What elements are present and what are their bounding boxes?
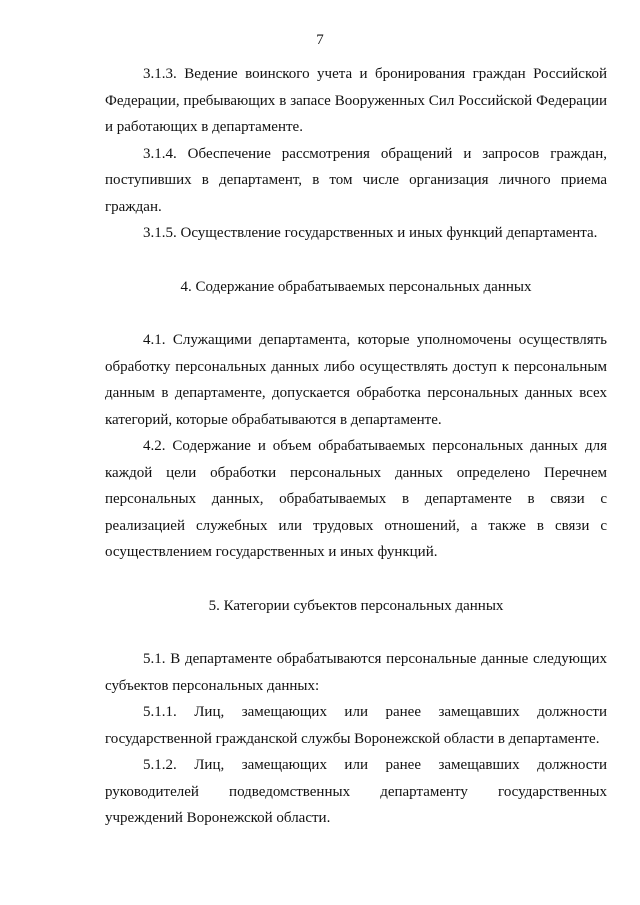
document-body xyxy=(105,61,607,832)
paragraph-5-1-1: 5.1.1. Лиц, замещающих или ранее замещавших должности государственной гражданской службы Воронежской области в департаменте. xyxy=(105,704,607,747)
section-4-heading: 4. Содержание обрабатываемых персональных данных xyxy=(180,278,532,295)
paragraph-5-1-2: 5.1.2. Лиц, замещающих или ранее замещавших должности руководителей подведомственных департаменту государственных учреждений Воронежской области. xyxy=(105,757,607,826)
section-5-heading: 5. Категории субъектов персональных данных xyxy=(208,597,504,614)
paragraph-3-1-3: 3.1.3. Ведение воинского учета и бронирования граждан Российской Федерации, пребывающих в запасе Вооруженных Сил Российской Федерации и работающих в департаменте. xyxy=(105,66,607,135)
paragraph-4-2: 4.2. Содержание и объем обрабатываемых персональных данных для каждой цели обработки персональных данных определено Перечнем персональных данных, обрабатываемых в департаменте в связи с реализацией служебных или трудовых отношений, а также в связи с осуществлением государственных и иных функций. xyxy=(105,438,607,560)
paragraph-3-1-4: 3.1.4. Обеспечение рассмотрения обращений и запросов граждан, поступивших в департамент, в том числе организация личного приема граждан. xyxy=(105,145,607,215)
page-number: 7 xyxy=(316,32,324,48)
paragraph-4-1: 4.1. Служащими департамента, которые уполномочены осуществлять обработку персональных данных либо осуществлять доступ к персональным данным в департаменте, допускается обработка персональных данных всех категорий, которые обрабатываются в департаменте. xyxy=(105,332,607,428)
paragraph-5-1: 5.1. В департаменте обрабатываются персональные данные следующих субъектов персональных данных: xyxy=(105,651,607,694)
paragraph-3-1-5: 3.1.5. Осуществление государственных и иных функций департамента. xyxy=(143,225,598,241)
